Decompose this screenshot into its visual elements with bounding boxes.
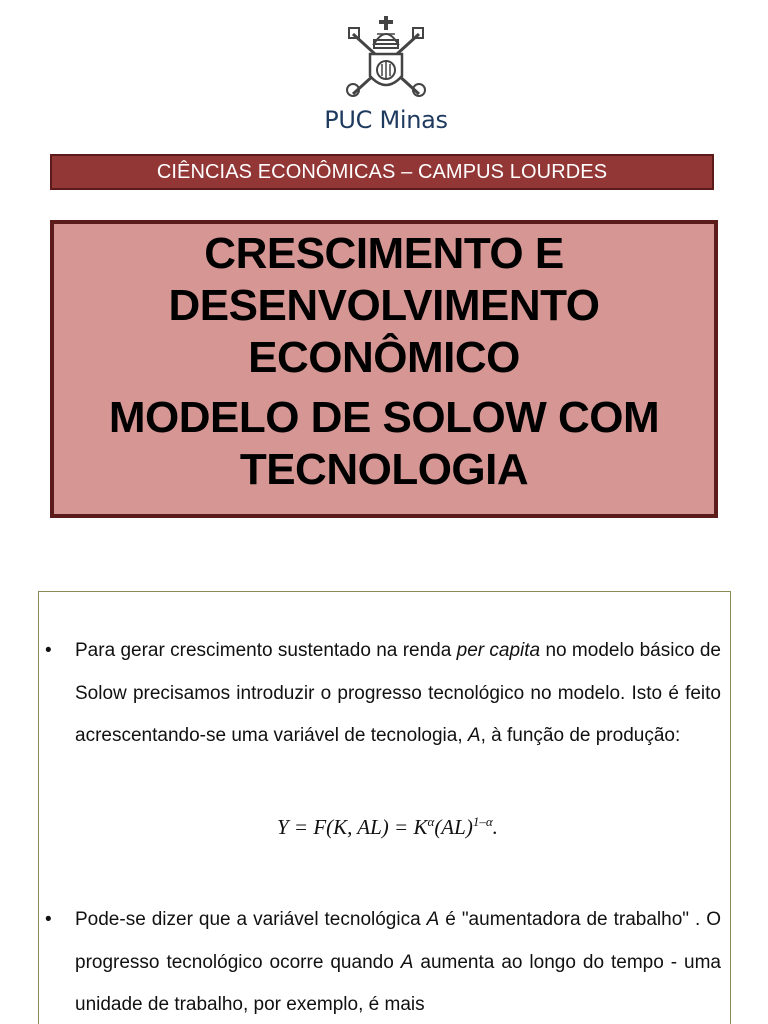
bullet1-text-a: Para gerar crescimento sustentado na renda: [75, 640, 457, 661]
production-function-formula: [277, 814, 537, 840]
bullet2-text-a: Pode-se dizer que a variável tecnológica: [75, 909, 427, 930]
bullet1-italic-b: A: [467, 725, 481, 746]
bullet2-italic-b: A: [400, 951, 414, 973]
bullet1-text-c: , à função de produção:: [480, 725, 681, 746]
bullet2-text-b: é "aumentadora de trabalho" . O progresso tecnológico ocorre quando: [75, 909, 721, 973]
content-frame: [38, 591, 731, 1024]
formula-exp-one-minus-alpha: 1–α: [472, 814, 493, 829]
formula-end: .: [492, 815, 498, 839]
bullet2-text-c: aumenta ao longo do tempo - uma unidade de trabalho, por exemplo, é mais: [75, 951, 722, 1015]
bullet2-italic-a: A: [426, 909, 440, 930]
logo-text: PUC Minas: [324, 106, 448, 134]
university-logo: [318, 14, 454, 138]
title-box: [50, 220, 718, 518]
course-banner: CIÊNCIAS ECONÔMICAS – CAMPUS LOURDES: [50, 154, 714, 190]
bullet1-italic-a: per capita: [456, 640, 541, 661]
formula-exp-alpha: α: [427, 814, 435, 829]
bullet-paragraph-2: [75, 899, 721, 1024]
bullet-marker: •: [45, 909, 52, 930]
title-subtitle: MODELO DE SOLOW COM TECNOLOGIA: [108, 393, 660, 494]
crest-icon: [341, 14, 431, 102]
bullet1-text-b: no modelo básico de Solow precisamos introduzir o progresso tecnológico no modelo. Isto é feito acrescentando-se uma variável de tecnologia,: [75, 640, 721, 746]
formula-lhs: Y = F(K, AL) = K: [277, 815, 428, 839]
bullet-paragraph-1: [75, 630, 721, 758]
formula-mid: (AL): [434, 815, 473, 839]
title-main: CRESCIMENTO E DESENVOLVIMENTO ECONÔMICO: [168, 229, 600, 382]
bullet-marker: •: [45, 640, 52, 661]
